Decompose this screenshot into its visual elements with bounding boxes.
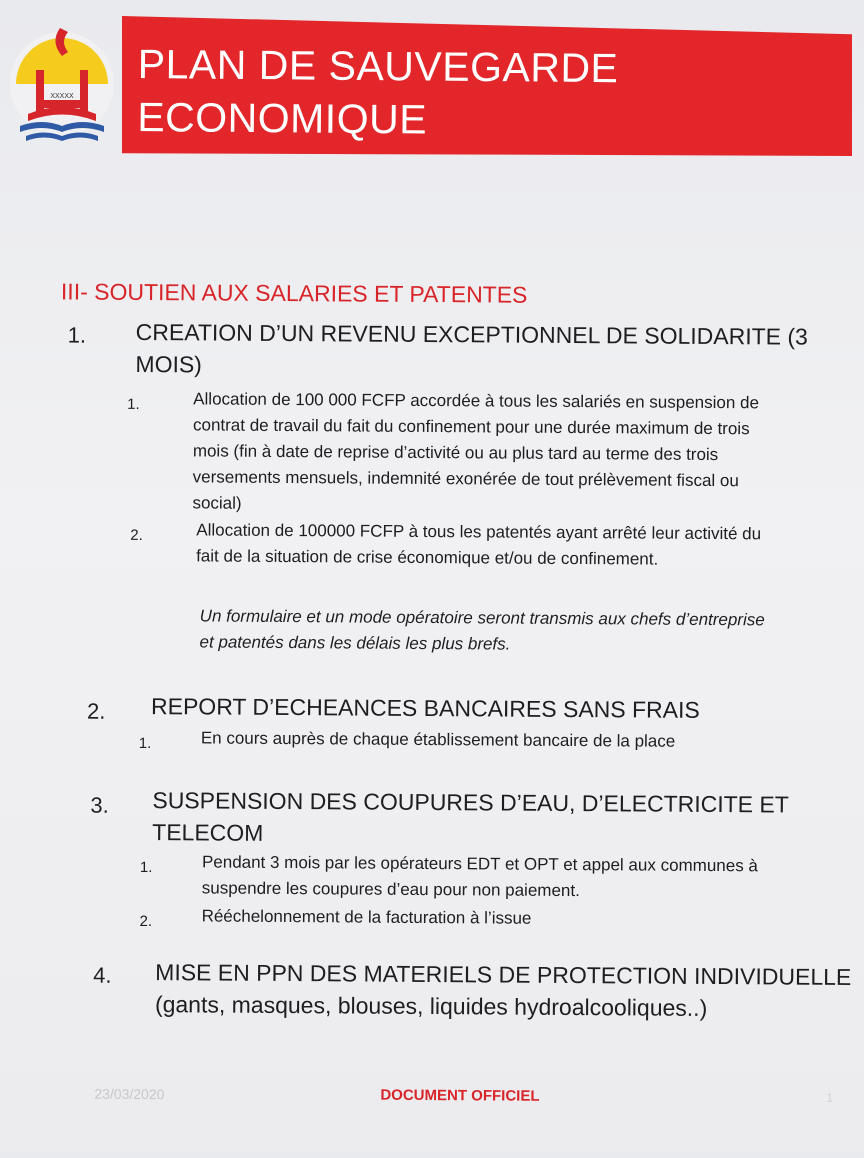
svg-text:XXXXX: XXXXX xyxy=(50,93,74,100)
item-1-title xyxy=(135,316,808,385)
item-3-sub-1-text xyxy=(202,849,758,905)
item-1-title-line-2: MOIS) xyxy=(135,350,203,378)
footer-page-number: 1 xyxy=(826,1090,834,1105)
item-3-title-line-2: TELECOM xyxy=(152,819,264,846)
item-3-sub-2-text: Rééchelonnement de la facturation à l’issue xyxy=(201,906,532,928)
item-2-number: 2. xyxy=(86,698,106,724)
text-line: suspendre les coupures d’eau pour non paiement. xyxy=(201,878,580,901)
item-3-sub-2-number: 2. xyxy=(139,912,153,931)
item-1-sub-2-text xyxy=(196,517,761,573)
text-line: social) xyxy=(192,493,242,513)
footer-official-label: DOCUMENT OFFICIEL xyxy=(380,1086,540,1105)
text-line: fait de la situation de crise économique et/ou de confinement. xyxy=(196,546,659,569)
item-1-sub-2-number: 2. xyxy=(130,526,143,545)
item-1-sub-1-text xyxy=(192,386,759,520)
text-line: Un formulaire et un mode opératoire seront transmis aux chefs d’entreprise xyxy=(199,606,765,630)
item-1-note xyxy=(199,603,764,659)
text-line: versements mensuels, indemnité exonérée de tout prélèvement fiscal ou xyxy=(192,467,739,491)
item-3-sub-1-number: 1. xyxy=(139,858,153,877)
item-2-sub-1-text: En cours auprès de chaque établissement bancaire de la place xyxy=(200,728,676,751)
title-line-2: ECONOMIQUE xyxy=(137,93,428,143)
text-line: et patentés dans les délais les plus brefs. xyxy=(199,632,511,654)
item-3-title-line-1: SUSPENSION DES COUPURES D’EAU, D’ELECTRICITE ET xyxy=(152,787,789,818)
item-4-title xyxy=(155,956,852,1025)
text-line: mois (fin à date de reprise d’activité ou au plus tard au terme des trois xyxy=(192,441,719,465)
item-2-sub-1-number: 1. xyxy=(138,734,152,753)
title-line-1: PLAN DE SAUVEGARDE xyxy=(137,40,619,92)
item-1-title-line-1: CREATION D’UN REVENU EXCEPTIONNEL DE SOLIDARITE (3 xyxy=(135,318,808,350)
text-line: Allocation de 100 000 FCFP accordée à tous les salariés en suspension de xyxy=(193,389,760,413)
item-2-title: REPORT D’ECHEANCES BANCAIRES SANS FRAIS xyxy=(150,693,700,723)
text-line: Pendant 3 mois par les opérateurs EDT et OPT et appel aux communes à xyxy=(201,852,758,876)
item-4-number: 4. xyxy=(93,962,112,988)
item-1-sub-1-number: 1. xyxy=(127,395,140,413)
item-1-number: 1. xyxy=(67,322,87,348)
item-3-title xyxy=(152,784,789,852)
text-line: contrat de travail du fait du confinement pour une durée maximum de trois xyxy=(192,415,750,439)
section-heading: III- SOUTIEN AUX SALARIES ET PATENTES xyxy=(60,278,528,308)
item-4-title-line-1: MISE EN PPN DES MATERIELS DE PROTECTION INDIVIDUELLE xyxy=(155,959,852,990)
item-3-number: 3. xyxy=(90,792,109,818)
footer-date: 23/03/2020 xyxy=(94,1085,165,1103)
item-4-title-line-2: (gants, masques, blouses, liquides hydroalcooliques..) xyxy=(154,991,708,1021)
text-line: Allocation de 100000 FCFP à tous les patentés ayant arrêté leur activité du xyxy=(196,520,762,544)
